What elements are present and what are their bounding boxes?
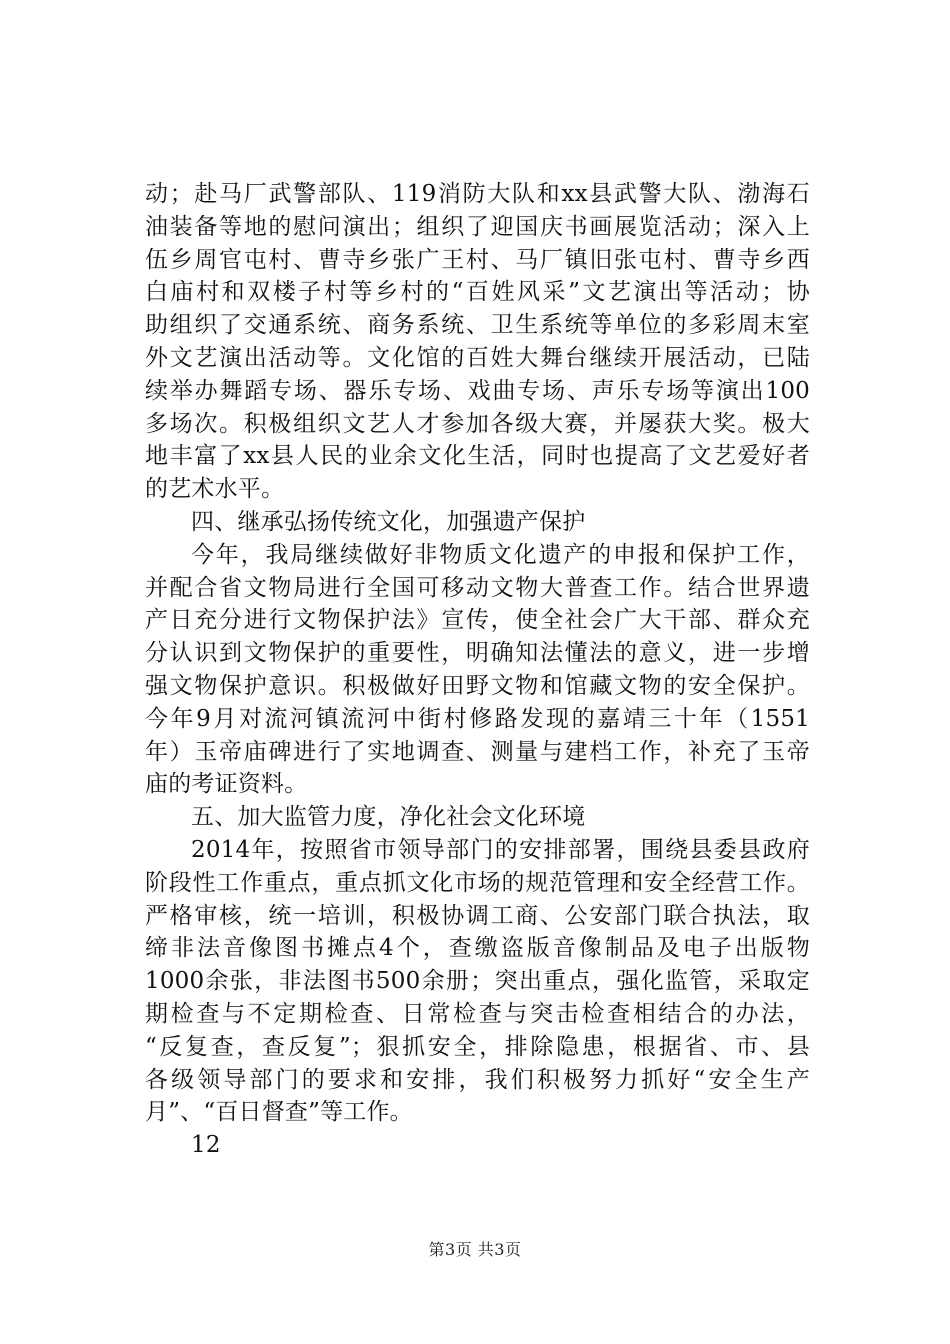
text-line: 期检查与不定期检查、日常检查与突击检查相结合的办法，	[145, 1000, 810, 1027]
text-line: 月”、“百日督查”等工作。	[145, 1099, 413, 1126]
text-line: 外文艺演出活动等。文化馆的百姓大舞台继续开展活动，已陆	[145, 344, 810, 371]
text-line: 各级领导部门的要求和安排，我们积极努力抓好“安全生产	[145, 1066, 810, 1093]
text-line: 油装备等地的慰问演出；组织了迎国庆书画展览活动；深入上	[145, 213, 810, 240]
text-line: 并配合省文物局进行全国可移动文物大普查工作。结合世界遗	[145, 574, 810, 601]
text-line: 四、继承弘扬传统文化，加强遗产保护	[191, 508, 586, 535]
text-line: 动；赴马厂武警部队、119消防大队和xx县武警大队、渤海石	[145, 181, 810, 207]
text-line: 今年，我局继续做好非物质文化遗产的申报和保护工作，	[191, 541, 810, 568]
text-line: 伍乡周官屯村、曹寺乡张广王村、马厂镇旧张屯村、曹寺乡西	[145, 246, 810, 273]
text-line: 缔非法音像图书摊点4个，查缴盗版音像制品及电子出版物	[145, 935, 810, 962]
text-line: 多场次。积极组织文艺人才参加各级大赛，并屡获大奖。极大	[145, 410, 810, 437]
text-line: 地丰富了xx县人民的业余文化生活，同时也提高了文艺爱好者	[145, 443, 810, 470]
text-line: “反复查，查反复”；狠抓安全，排除隐患，根据省、市、县	[145, 1033, 810, 1060]
text-line: 今年9月对流河镇流河中街村修路发现的嘉靖三十年（1551	[145, 705, 810, 732]
text-line: 2014年，按照省市领导部门的安排部署，围绕县委县政府	[191, 836, 810, 863]
text-line: 12	[191, 1132, 221, 1159]
text-line: 1000余张，非法图书500余册；突出重点，强化监管，采取定	[145, 968, 810, 995]
text-line: 续举办舞蹈专场、器乐专场、戏曲专场、声乐专场等演出100	[145, 377, 810, 404]
text-line: 产日充分进行文物保护法》宣传，使全社会广大干部、群众充	[145, 607, 810, 634]
page-footer: 第3页 共3页	[428, 1240, 522, 1259]
text-line: 严格审核，统一培训，积极协调工商、公安部门联合执法，取	[145, 902, 810, 929]
text-line: 白庙村和双楼子村等乡村的“百姓风采”文艺演出等活动；协	[145, 279, 810, 306]
text-line: 庙的考证资料。	[145, 771, 308, 798]
text-line: 的艺术水平。	[145, 476, 285, 503]
text-line: 五、加大监管力度，净化社会文化环境	[191, 804, 586, 831]
document-body	[145, 178, 810, 1162]
text-line: 分认识到文物保护的重要性，明确知法懂法的意义，进一步增	[145, 640, 810, 667]
text-line: 年）玉帝庙碑进行了实地调查、测量与建档工作，补充了玉帝	[145, 738, 810, 765]
text-line: 强文物保护意识。积极做好田野文物和馆藏文物的安全保护。	[145, 672, 810, 699]
text-line: 阶段性工作重点，重点抓文化市场的规范管理和安全经营工作。	[145, 869, 810, 896]
text-line: 助组织了交通系统、商务系统、卫生系统等单位的多彩周末室	[145, 312, 810, 339]
